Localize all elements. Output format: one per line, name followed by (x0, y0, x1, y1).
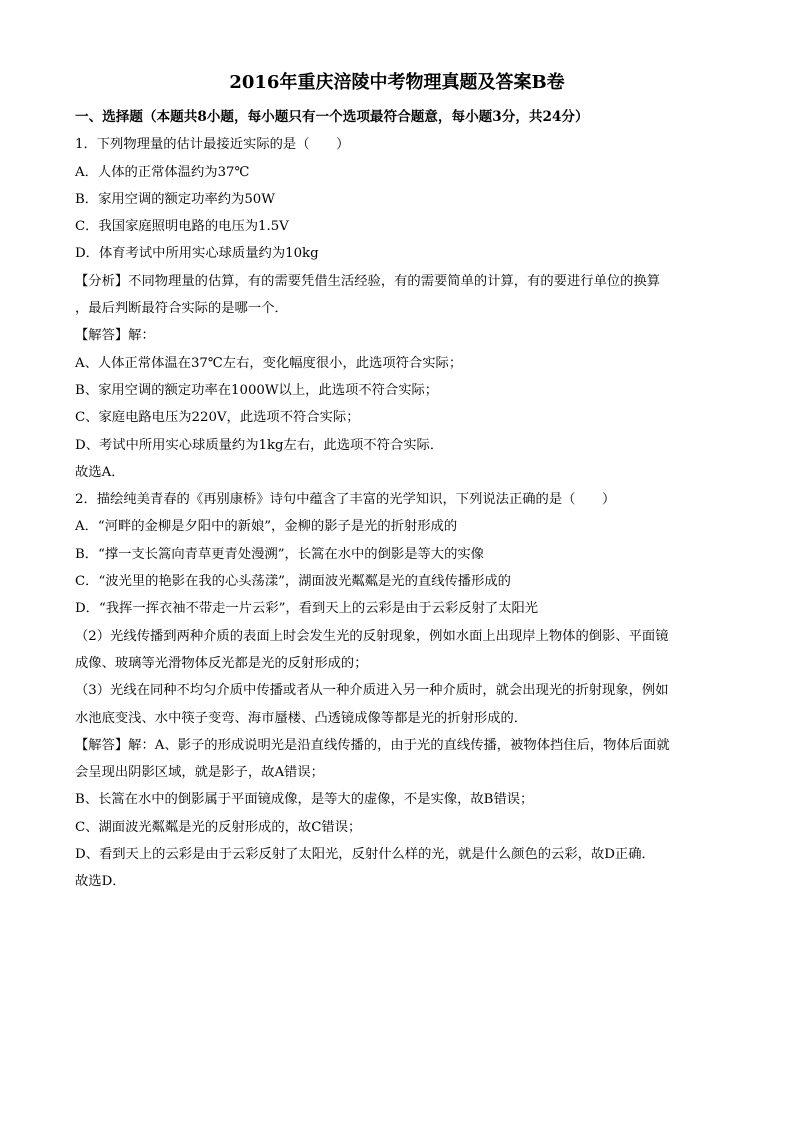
text-line: B．家用空调的额定功率约为50W (75, 191, 275, 207)
text-line: （2）光线传播到两种介质的表面上时会发生光的反射现象，例如水面上出现岸上物体的倒影、平面镜 (75, 628, 669, 644)
text-line: A．“河畔的金柳是夕阳中的新娘”，金柳的影子是光的折射形成的 (75, 519, 458, 535)
text-line: 故选A． (75, 464, 125, 480)
text-line: C、湖面波光粼粼是光的反射形成的，故C错误； (75, 819, 362, 835)
text-line: 2．描绘纯美青春的《再别康桥》诗句中蕴含了丰富的光学知识，下列说法正确的是（ ） (75, 492, 616, 508)
text-line: C、家庭电路电压为220V，此选项不符合实际； (75, 410, 360, 426)
text-line: 【解答】解： (75, 328, 155, 344)
text-line: D、看到天上的云彩是由于云彩反射了太阳光，反射什么样的光，就是什么颜色的云彩，故D正确． (75, 847, 655, 863)
text-line: B．“撑一支长篙向青草更青处漫溯”，长篙在水中的倒影是等大的实像 (75, 546, 484, 562)
text-line: A、人体正常体温在37℃左右，变化幅度很小，此选项符合实际； (75, 355, 463, 371)
document-title: 2016年重庆涪陵中考物理真题及答案B卷 (229, 72, 565, 93)
text-line: D、考试中所用实心球质量约为1kg左右，此选项不符合实际． (75, 437, 444, 453)
text-line: （3）光线在同种不均匀介质中传播或者从一种介质进入另一种介质时，就会出现光的折射现象，例如 (75, 683, 669, 699)
text-line: 【解答】解：A、影子的形成说明光是沿直线传播的，由于光的直线传播，被物体挡住后，物体后面就 (75, 737, 670, 753)
section-heading: 一、选择题（本题共8小题，每小题只有一个选项最符合题意，每小题3分，共24分） (75, 109, 589, 125)
text-line: A．人体的正常体温约为37℃ (75, 164, 250, 180)
text-line: 1．下列物理量的估计最接近实际的是（ ） (75, 137, 350, 153)
text-line: 会呈现出阴影区域，就是影子，故A错误； (75, 765, 324, 781)
text-line: ，最后判断最符合实际的是哪一个． (75, 301, 288, 317)
text-line: 成像、玻璃等光滑物体反光都是光的反射形成的； (75, 655, 368, 671)
text-line: 故选D． (75, 874, 126, 890)
text-line: C．我国家庭照明电路的电压为1.5V (75, 219, 289, 235)
text-line: B、家用空调的额定功率在1000W以上，此选项不符合实际； (75, 382, 439, 398)
text-line: 【分析】不同物理量的估算，有的需要凭借生活经验，有的需要简单的计算，有的要进行单位的换算 (75, 273, 661, 289)
text-line: 水池底变浅、水中筷子变弯、海市蜃楼、凸透镜成像等都是光的折射形成的． (75, 710, 528, 726)
document-body (75, 104, 725, 896)
text-line: C．“波光里的艳影在我的心头荡漾”，湖面波光粼粼是光的直线传播形成的 (75, 574, 511, 590)
text-line: D．“我挥一挥衣袖不带走一片云彩”，看到天上的云彩是由于云彩反射了太阳光 (75, 601, 539, 617)
text-line: D．体育考试中所用实心球质量约为10kg (75, 246, 319, 262)
text-line: B、长篙在水中的倒影属于平面镜成像，是等大的虚像，不是实像，故B错误； (75, 792, 534, 808)
